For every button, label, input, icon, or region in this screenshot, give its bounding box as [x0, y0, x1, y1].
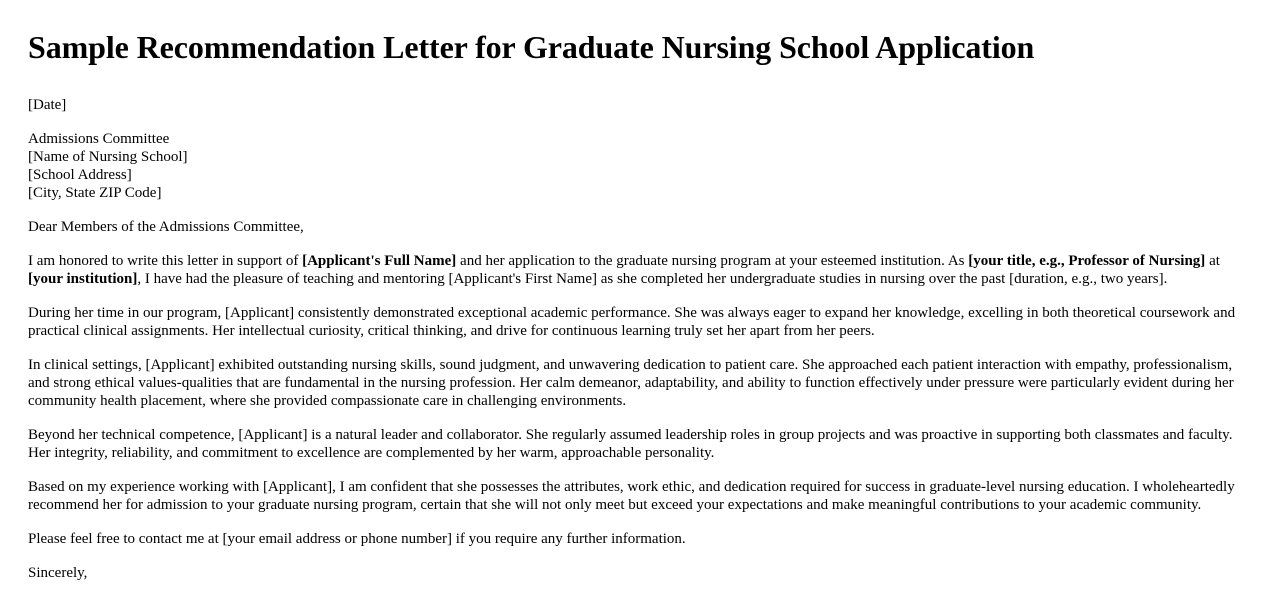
- salutation: Dear Members of the Admissions Committee,: [28, 219, 304, 235]
- address-line: [School Address]: [28, 167, 132, 183]
- paragraph-clinical: In clinical settings, [Applicant] exhibited outstanding nursing skills, sound judgment, and unwavering dedication to patient care. She approached each patient interaction with empathy, professionalism, and strong ethical values-qualities that are fundamental in the nursing profession. Her calm demeanor, adaptability, and ability to function effectively under pressure were particularly evident during her community health placement, where she provided compassionate care in challenging environments.: [28, 357, 1234, 409]
- address-line: Admissions Committee: [28, 131, 170, 147]
- address-line: [Name of Nursing School]: [28, 149, 188, 165]
- closing: Sincerely,: [28, 565, 88, 581]
- paragraph-contact: Please feel free to contact me at [your email address or phone number] if you require any further information.: [28, 531, 686, 547]
- address-line: [City, State ZIP Code]: [28, 185, 162, 201]
- recommender-title-placeholder: [your title, e.g., Professor of Nursing]: [968, 253, 1206, 269]
- applicant-name-placeholder: [Applicant's Full Name]: [302, 253, 457, 269]
- recipient-address: [28, 130, 1250, 202]
- paragraph-text: and her application to the graduate nursing program at your esteemed institution. As: [456, 253, 969, 269]
- paragraph-text: I am honored to write this letter in support of: [28, 253, 303, 269]
- paragraph-recommendation: Based on my experience working with [Applicant], I am confident that she possesses the attributes, work ethic, and dedication required for success in graduate-level nursing education. I wholeheartedly recommend her for admission to your graduate nursing program, certain that she will not only meet but exceed your expectations and make meaningful contributions to your academic community.: [28, 479, 1235, 513]
- institution-placeholder: [your institution]: [28, 271, 138, 287]
- paragraph-text: , I have had the pleasure of teaching and mentoring [Applicant's First Name] as she completed her undergraduate studies in nursing over the past [duration, e.g., two years].: [137, 271, 1168, 287]
- page-title: Sample Recommendation Letter for Graduate Nursing School Application: [28, 29, 1035, 65]
- paragraph-academic: During her time in our program, [Applicant] consistently demonstrated exceptional academic performance. She was always eager to expand her knowledge, excelling in both theoretical coursework and practical clinical assignments. Her intellectual curiosity, critical thinking, and drive for continuous learning truly set her apart from her peers.: [28, 305, 1236, 339]
- paragraph-text: at: [1205, 253, 1220, 269]
- letter-date: [Date]: [28, 97, 67, 113]
- paragraph-leadership: Beyond her technical competence, [Applicant] is a natural leader and collaborator. She regularly assumed leadership roles in group projects and was proactive in supporting both classmates and faculty. Her integrity, reliability, and commitment to excellence are complemented by her warm, approachable personality.: [28, 427, 1233, 461]
- paragraph-introduction: [28, 252, 1250, 288]
